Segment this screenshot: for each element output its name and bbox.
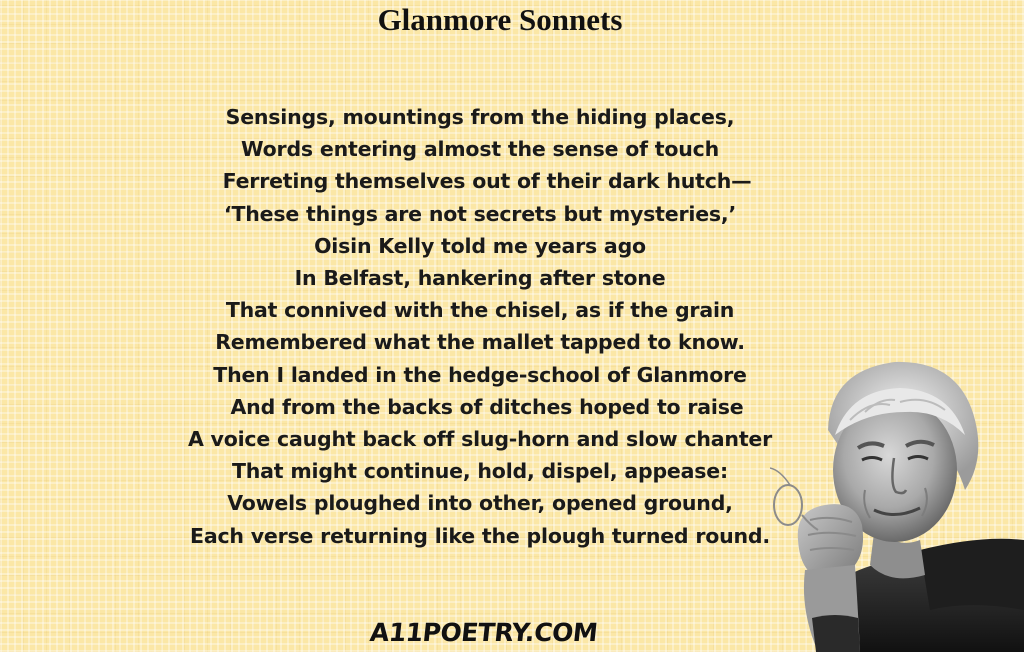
poem-line: Sensings, mountings from the hiding places, xyxy=(225,105,735,129)
poem-line: A voice caught back off slug-horn and slow chanter xyxy=(187,427,773,452)
poem-line: Ferreting themselves out of their dark hutch— xyxy=(222,169,752,194)
poem-line: Vowels ploughed into other, opened ground, xyxy=(227,491,733,516)
poem-line: Each verse returning like the plough turned round. xyxy=(190,523,770,548)
poem-line: That might continue, hold, dispel, appease: xyxy=(232,459,728,484)
poem-line: Words entering almost the sense of touch xyxy=(240,137,719,162)
poem-body xyxy=(130,101,830,552)
poem-line: ‘These things are not secrets but mysteries,’ xyxy=(223,201,737,226)
poem-line: In Belfast, hankering after stone xyxy=(294,266,666,291)
poem-line: Remembered what the mallet tapped to know. xyxy=(215,330,745,355)
poem-line: That connived with the chisel, as if the grain xyxy=(225,298,735,323)
poem-line: And from the backs of ditches hoped to raise xyxy=(230,394,744,419)
site-watermark: A11POETRY.COM xyxy=(368,618,599,647)
poet-portrait-image xyxy=(770,350,1024,652)
poem-line: Then I landed in the hedge-school of Glanmore xyxy=(213,362,747,387)
page-title: Glanmore Sonnets xyxy=(377,2,623,37)
poem-line: Oisin Kelly told me years ago xyxy=(314,233,646,258)
